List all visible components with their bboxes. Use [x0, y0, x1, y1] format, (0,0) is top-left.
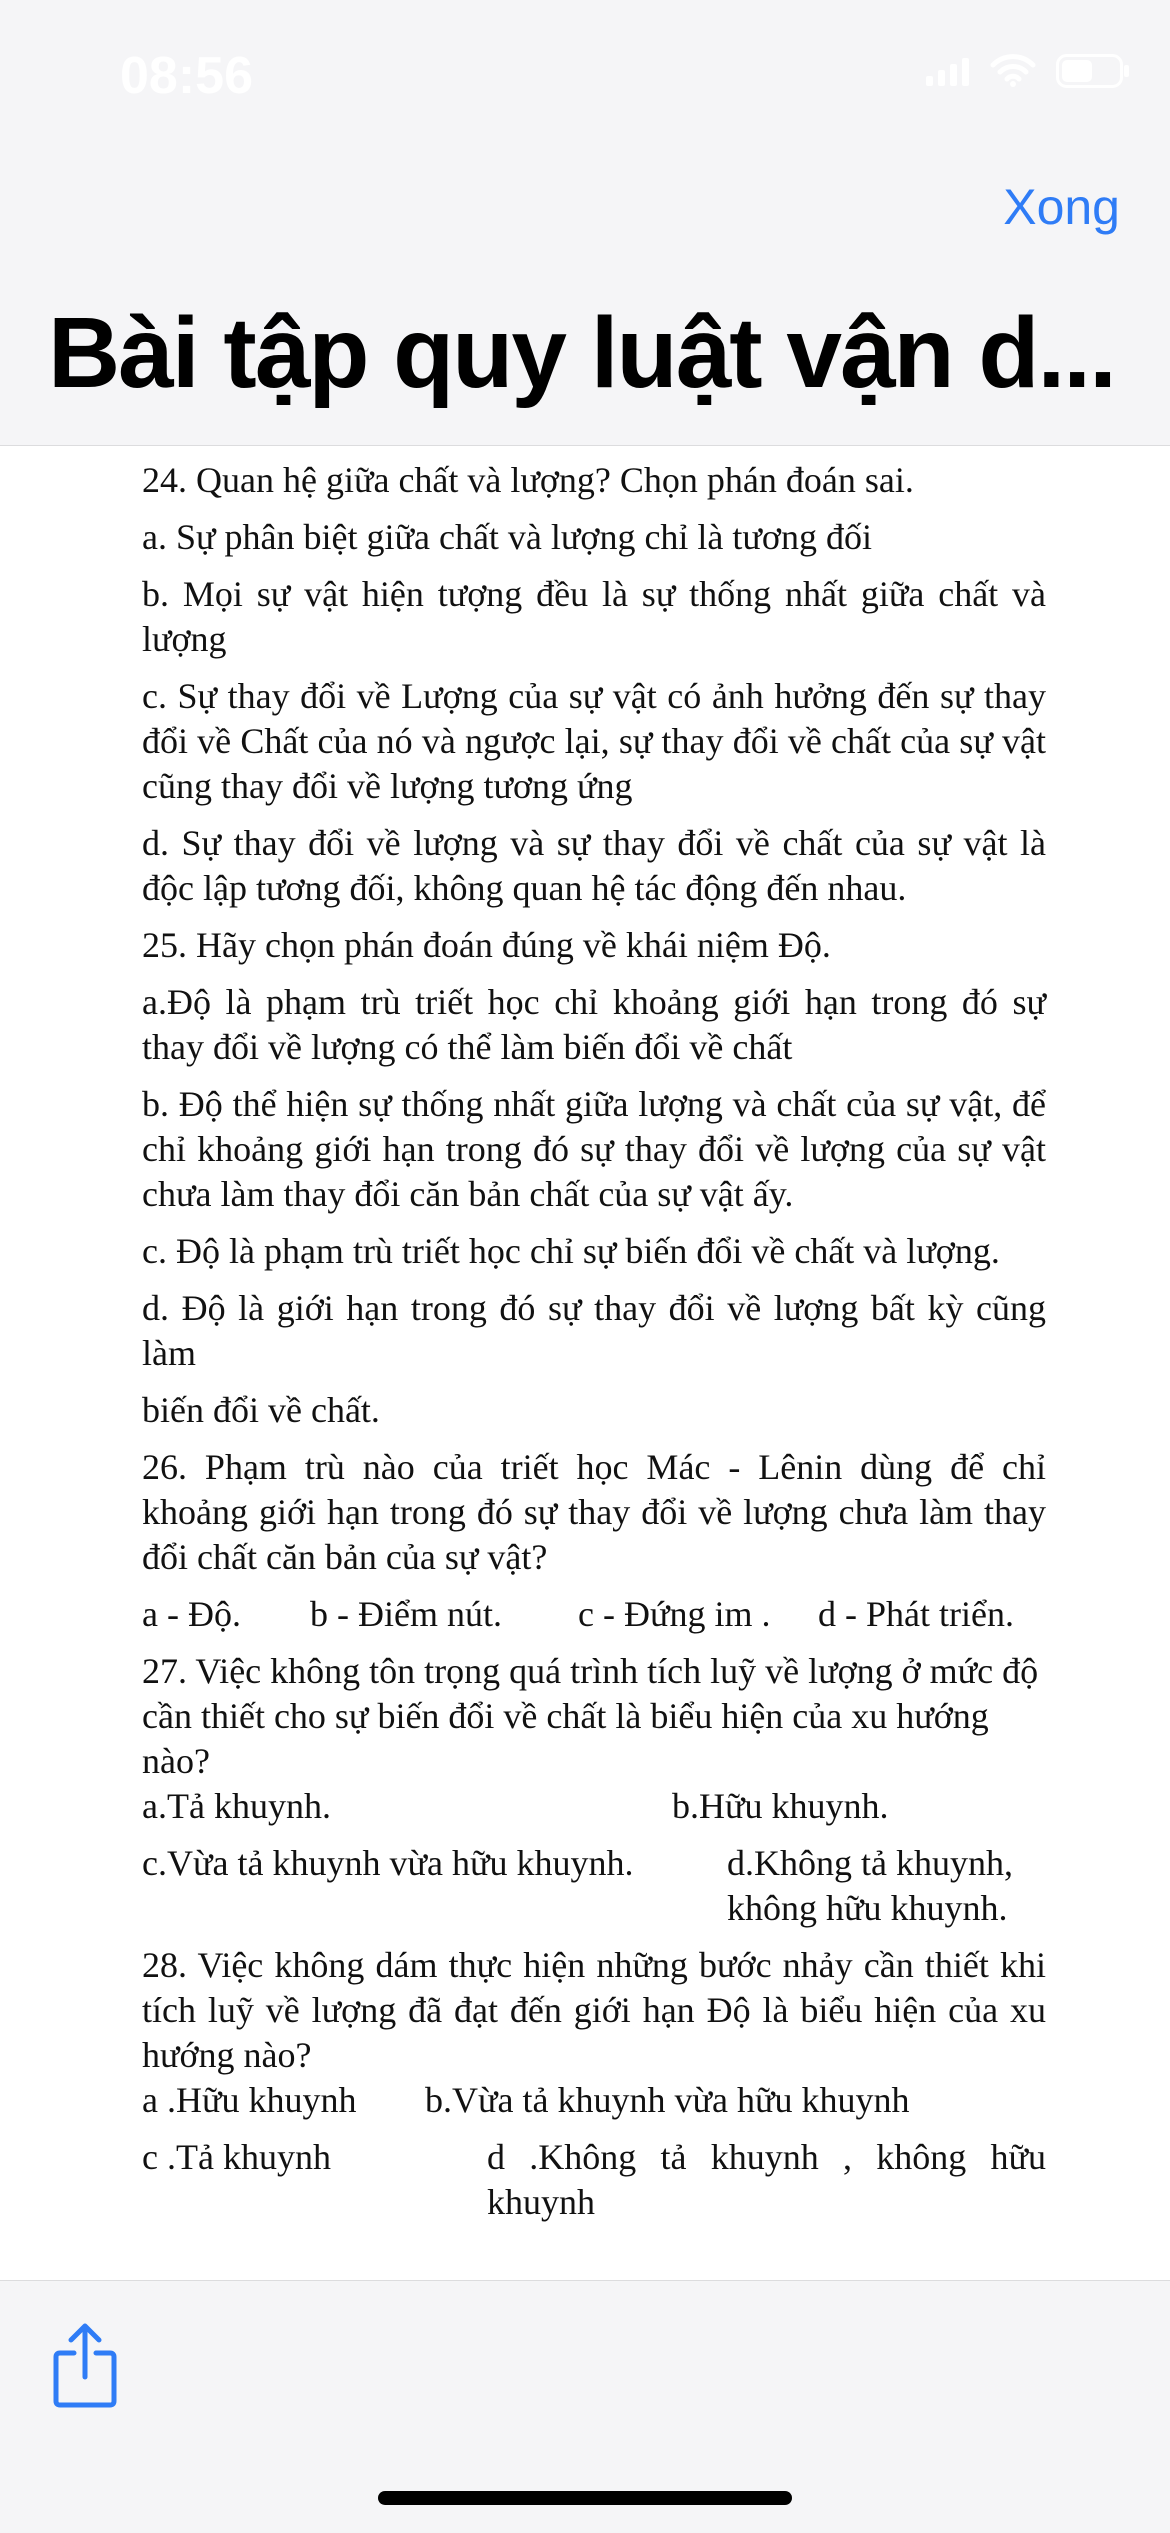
status-time: 08:56 — [120, 47, 253, 105]
document-view[interactable] — [0, 446, 1170, 2280]
options-28-ab — [142, 2078, 1046, 2123]
option-24-b: b. Mọi sự vật hiện tượng đều là sự thống nhất giữa chất và lượng — [142, 574, 1046, 659]
option-28-c: c .Tả khuynh — [142, 2137, 331, 2177]
option-27-d: d.Không tả khuynh, không hữu khuynh. — [727, 1843, 1013, 1928]
document-title: Bài tập quy luật vận d... — [48, 298, 1115, 408]
home-indicator[interactable] — [378, 2491, 792, 2505]
wifi-icon — [990, 54, 1036, 88]
signal-icon — [926, 56, 970, 86]
option-26-c: c - Đứng im . — [578, 1594, 771, 1634]
battery-icon — [1056, 54, 1130, 88]
option-25-d: d. Độ là giới hạn trong đó sự thay đổi về lượng bất kỳ cũng làm — [142, 1288, 1046, 1373]
option-28-a: a .Hữu khuynh — [142, 2080, 357, 2120]
done-button[interactable]: Xong — [1003, 179, 1120, 235]
option-27-c: c.Vừa tả khuynh vừa hữu khuynh. — [142, 1843, 634, 1883]
option-27-b: b.Hữu khuynh. — [672, 1786, 889, 1826]
option-28-b: b.Vừa tả khuynh vừa hữu khuynh — [425, 2080, 910, 2120]
options-27-cd — [142, 1841, 1046, 1931]
option-26-a: a - Độ. — [142, 1594, 241, 1634]
option-25-b: b. Độ thể hiện sự thống nhất giữa lượng và chất của sự vật, để chỉ khoảng giới hạn trong đó sự thay đổi về lượng của sự vật chưa làm thay đổi căn bản chất của sự vật ấy. — [142, 1084, 1046, 1214]
option-24-a: a. Sự phân biệt giữa chất và lượng chỉ là tương đối — [142, 517, 872, 557]
option-26-d: d - Phát triển. — [818, 1594, 1014, 1634]
question-25: 25. Hãy chọn phán đoán đúng về khái niệm Độ. — [142, 925, 831, 965]
option-25-c: c. Độ là phạm trù triết học chỉ sự biến đổi về chất và lượng. — [142, 1231, 1000, 1271]
status-icons — [926, 54, 1130, 88]
option-25-a: a.Độ là phạm trù triết học chỉ khoảng giới hạn trong đó sự thay đổi về lượng có thể làm biến đổi về chất — [142, 982, 1046, 1067]
options-27-ab — [142, 1784, 1046, 1829]
option-28-d: d .Không tả khuynh , không hữu khuynh — [487, 2137, 1046, 2222]
share-icon — [50, 2321, 120, 2411]
option-24-c: c. Sự thay đổi về Lượng của sự vật có ảnh hưởng đến sự thay đổi về Chất của nó và ngược lại, sự thay đổi về chất của sự vật cũng thay đổi về lượng tương ứng — [142, 676, 1046, 806]
option-24-d: d. Sự thay đổi về lượng và sự thay đổi về chất của sự vật là độc lập tương đối, không quan hệ tác động đến nhau. — [142, 823, 1046, 908]
option-25-d-continued: biến đổi về chất. — [142, 1390, 380, 1430]
option-27-a: a.Tả khuynh. — [142, 1786, 331, 1826]
options-26 — [142, 1592, 1046, 1637]
share-button[interactable] — [50, 2321, 120, 2411]
question-24: 24. Quan hệ giữa chất và lượng? Chọn phán đoán sai. — [142, 460, 914, 500]
options-28-cd — [142, 2135, 1046, 2225]
question-28: 28. Việc không dám thực hiện những bước nhảy cần thiết khi tích luỹ về lượng đã đạt đến giới hạn Độ là biểu hiện của xu hướng nào? — [142, 1945, 1046, 2075]
option-26-b: b - Điểm nút. — [310, 1594, 502, 1634]
nav-header — [0, 0, 1170, 446]
question-27: 27. Việc không tôn trọng quá trình tích luỹ về lượng ở mức độ cần thiết cho sự biến đổi về chất là biểu hiện của xu hướng nào? — [142, 1651, 1039, 1781]
question-26: 26. Phạm trù nào của triết học Mác - Lênin dùng để chỉ khoảng giới hạn trong đó sự thay đổi về lượng chưa làm thay đổi chất căn bản của sự vật? — [142, 1447, 1046, 1577]
document-page — [142, 458, 1046, 2237]
